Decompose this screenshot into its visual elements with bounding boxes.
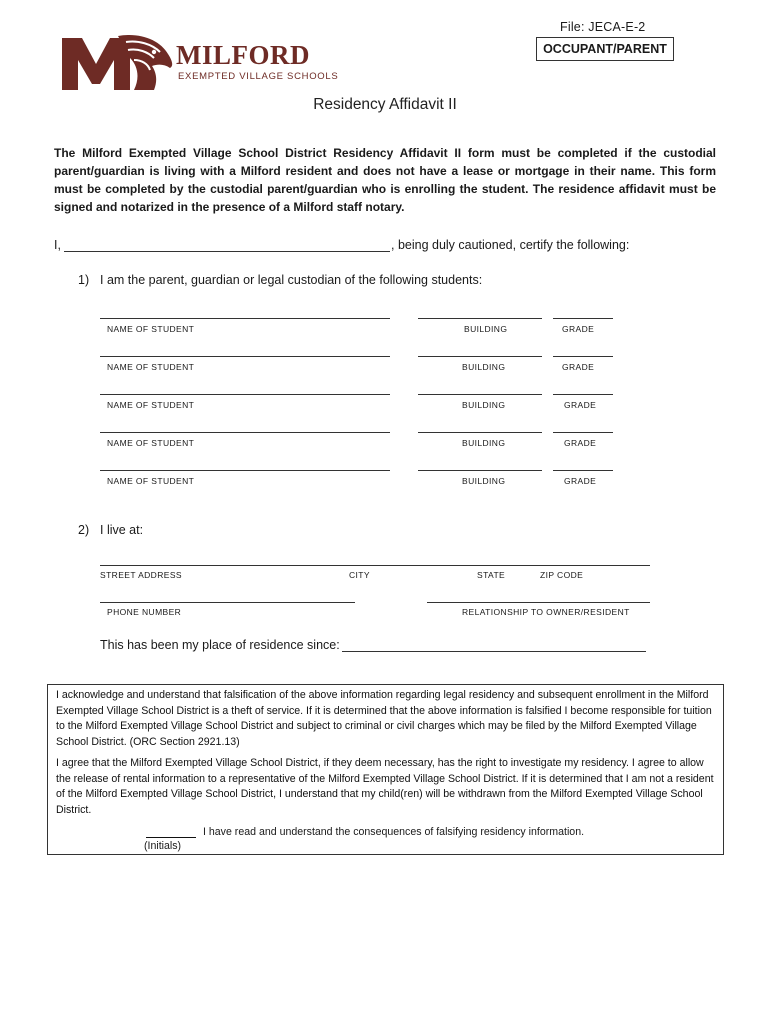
eagle-logo-icon [60, 34, 178, 94]
student-name-label: NAME OF STUDENT [107, 400, 195, 410]
student-name-field[interactable] [100, 432, 390, 433]
certify-prefix: I, [54, 238, 61, 252]
initials-field[interactable] [146, 837, 196, 838]
student-name-field[interactable] [100, 356, 390, 357]
building-field[interactable] [418, 394, 542, 395]
grade-label: GRADE [564, 400, 597, 410]
relationship-field[interactable] [427, 602, 650, 603]
residence-since-field[interactable] [342, 651, 646, 652]
certify-suffix: , being duly cautioned, certify the following: [391, 238, 630, 252]
student-name-label: NAME OF STUDENT [107, 476, 195, 486]
phone-field[interactable] [100, 602, 355, 603]
page-title: Residency Affidavit II [313, 96, 457, 113]
section2-number: 2) [78, 523, 90, 537]
name-field[interactable] [64, 251, 390, 252]
grade-field[interactable] [553, 394, 613, 395]
initials-statement: I have read and understand the consequences of falsifying residency information. [203, 826, 585, 838]
building-field[interactable] [418, 432, 542, 433]
city-label: CITY [349, 570, 370, 580]
grade-label: GRADE [562, 362, 595, 372]
milford-logo [60, 34, 178, 99]
grade-field[interactable] [553, 470, 613, 471]
building-field[interactable] [418, 470, 542, 471]
relationship-label: RELATIONSHIP TO OWNER/RESIDENT [462, 607, 630, 617]
section1-number: 1) [78, 273, 90, 287]
student-name-field[interactable] [100, 318, 390, 319]
state-label: STATE [477, 570, 506, 580]
occupant-parent-badge: OCCUPANT/PARENT [536, 37, 674, 61]
phone-number-label: PHONE NUMBER [107, 607, 182, 617]
building-label: BUILDING [462, 362, 506, 372]
student-name-field[interactable] [100, 470, 390, 471]
acknowledgement-paragraph-1: I acknowledge and understand that falsification of the above information regarding legal residency and subsequent enrollment in the Milford Exempted Village School District is a theft of service. If it is determined that the above information is falsified I become responsible for tuition to the Milford Exempted Village School District and subject to criminal or civil charges which may be filed by the Milford Exempted Village School District. (ORC Section 2921.13) [56, 689, 712, 748]
student-name-field[interactable] [100, 394, 390, 395]
grade-label: GRADE [562, 324, 595, 334]
grade-field[interactable] [553, 432, 613, 433]
file-label: File: JECA-E-2 [560, 20, 646, 34]
building-label: BUILDING [462, 438, 506, 448]
section1-text: I am the parent, guardian or legal custodian of the following students: [100, 273, 483, 287]
logo-name: MILFORD [176, 40, 310, 70]
initials-label: (Initials) [144, 840, 182, 852]
student-name-label: NAME OF STUDENT [107, 362, 195, 372]
acknowledgement-paragraph-2: I agree that the Milford Exempted Village School District, if they deem necessary, has the right to investigate my residency. I agree to allow the release of rental information to a representative of the Milford Exempted Village School District. If it is determined that I am not a resident of the Milford Exempted Village School District, I understand that my child(ren) will be withdrawn from the Milford Exempted Village School District. [56, 757, 714, 816]
building-field[interactable] [418, 356, 542, 357]
building-label: BUILDING [464, 324, 508, 334]
address-field[interactable] [100, 565, 650, 566]
residence-since-label: This has been my place of residence since: [100, 638, 340, 652]
student-name-label: NAME OF STUDENT [107, 438, 195, 448]
building-label: BUILDING [462, 476, 506, 486]
building-field[interactable] [418, 318, 542, 319]
grade-field[interactable] [553, 356, 613, 357]
section2-text: I live at: [100, 523, 144, 537]
intro-paragraph: The Milford Exempted Village School District Residency Affidavit II form must be completed if the custodial parent/guardian is living with a Milford resident and does not have a lease or mortgage in their name. This form must be completed by the custodial parent/guardian who is enrolling the student. The residence affidavit must be signed and notarized in the presence of a Milford staff notary. [54, 146, 716, 214]
building-label: BUILDING [462, 400, 506, 410]
grade-label: GRADE [564, 476, 597, 486]
student-name-label: NAME OF STUDENT [107, 324, 195, 334]
street-address-label: STREET ADDRESS [100, 570, 182, 580]
grade-field[interactable] [553, 318, 613, 319]
logo-subtitle: EXEMPTED VILLAGE SCHOOLS [178, 71, 339, 82]
grade-label: GRADE [564, 438, 597, 448]
zip-code-label: ZIP CODE [540, 570, 584, 580]
